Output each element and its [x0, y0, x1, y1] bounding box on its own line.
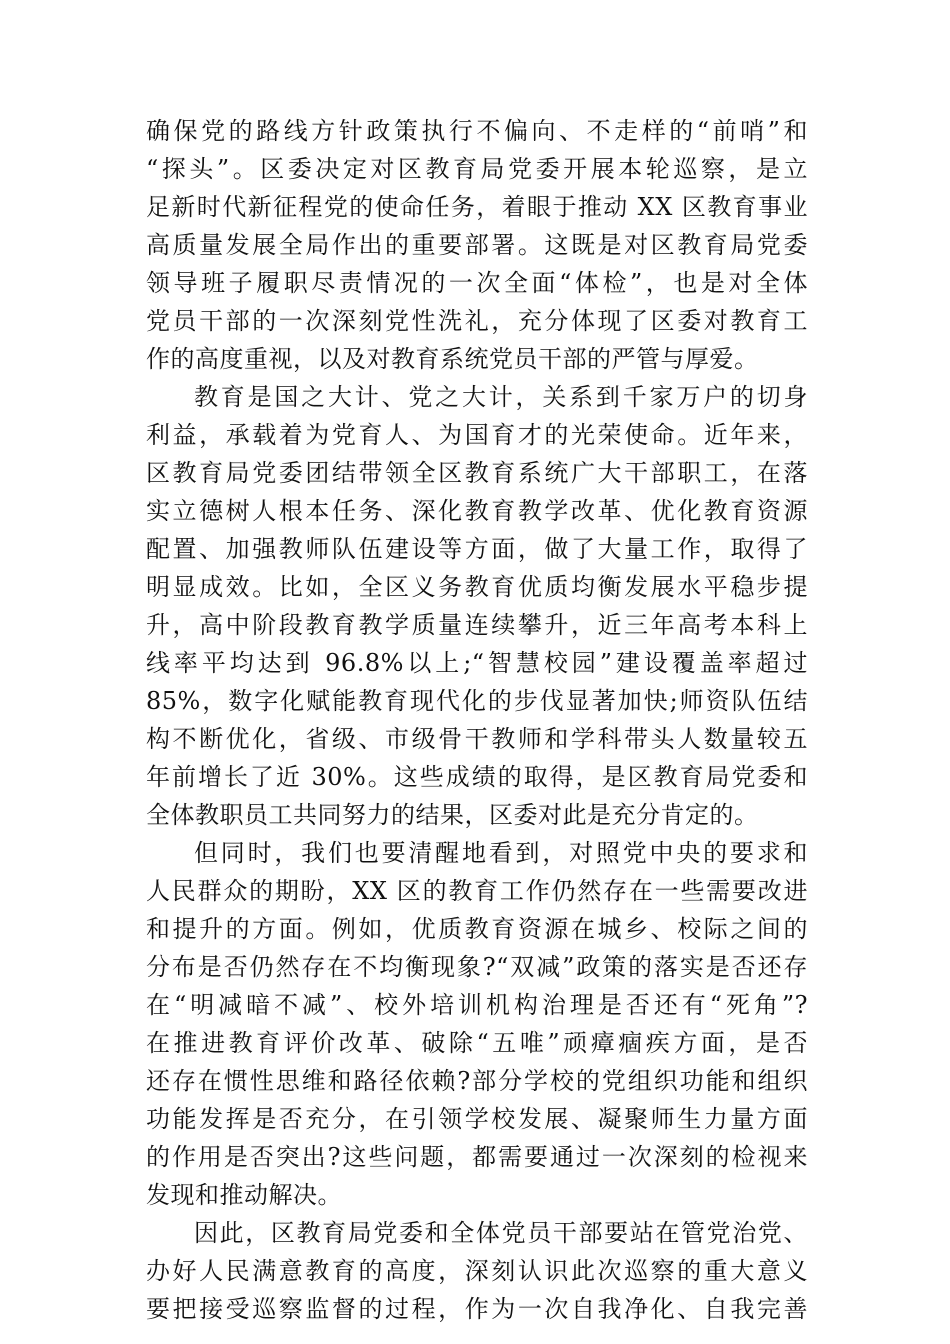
text-line: 升，高中阶段教育教学质量连续攀升，近三年高考本科上 [146, 611, 808, 639]
paragraph-4 [146, 1214, 808, 1328]
text-line: 教育是国之大计、党之大计，关系到千家万户的切身 [194, 383, 808, 411]
text-line: 明显成效。比如，全区义务教育优质均衡发展水平稳步提 [146, 573, 808, 601]
text-line: 功能发挥是否充分，在引领学校发展、凝聚师生力量方面 [146, 1105, 808, 1133]
text-line: 线率平均达到 96.8%以上;“智慧校园”建设覆盖率超过 [146, 649, 808, 677]
text-line: 发现和推动解决。 [146, 1181, 342, 1209]
text-line: 领导班子履职尽责情况的一次全面“体检”，也是对全体 [146, 269, 808, 297]
text-line: 85%，数字化赋能教育现代化的步伐显著加快;师资队伍结 [146, 687, 808, 715]
body-text [146, 112, 808, 1328]
text-line: 构不断优化，省级、市级骨干教师和学科带头人数量较五 [146, 725, 808, 753]
text-line: 利益，承载着为党育人、为国育才的光荣使命。近年来， [146, 421, 808, 449]
text-line: 区教育局党委团结带领全区教育系统广大干部职工，在落 [146, 459, 808, 487]
text-line: 实立德树人根本任务、深化教育教学改革、优化教育资源 [146, 497, 808, 525]
text-line: 配置、加强教师队伍建设等方面，做了大量工作，取得了 [146, 535, 808, 563]
text-line: 在“明减暗不减”、校外培训机构治理是否还有“死角”? [146, 991, 808, 1019]
text-line: 全体教职员工共同努力的结果，区委对此是充分肯定的。 [146, 801, 759, 829]
paragraph-3 [146, 834, 808, 1214]
text-line: 分布是否仍然存在不均衡现象?“双减”政策的落实是否还存 [146, 953, 808, 981]
text-line: 的作用是否突出?这些问题，都需要通过一次深刻的检视来 [146, 1143, 808, 1171]
text-line: 但同时，我们也要清醒地看到，对照党中央的要求和 [194, 839, 808, 867]
text-line: 要把接受巡察监督的过程，作为一次自我净化、自我完善 [146, 1295, 808, 1323]
text-line: 和提升的方面。例如，优质教育资源在城乡、校际之间的 [146, 915, 808, 943]
text-line: 人民群众的期盼，XX 区的教育工作仍然存在一些需要改进 [146, 877, 808, 905]
text-line: 高质量发展全局作出的重要部署。这既是对区教育局党委 [146, 231, 808, 259]
text-line: 足新时代新征程党的使命任务，着眼于推动 XX 区教育事业 [146, 193, 808, 221]
text-line: 作的高度重视，以及对教育系统党员干部的严管与厚爱。 [146, 345, 759, 373]
paragraph-1 [146, 112, 808, 378]
text-line: 还存在惯性思维和路径依赖?部分学校的党组织功能和组织 [146, 1067, 808, 1095]
text-line: 确保党的路线方针政策执行不偏向、不走样的“前哨”和 [146, 117, 808, 145]
text-line: 因此，区教育局党委和全体党员干部要站在管党治党、 [194, 1219, 808, 1247]
text-line: 在推进教育评价改革、破除“五唯”顽瘴痼疾方面，是否 [146, 1029, 808, 1057]
paragraph-2 [146, 378, 808, 834]
text-line: “探头”。区委决定对区教育局党委开展本轮巡察，是立 [146, 155, 808, 183]
text-line: 党员干部的一次深刻党性洗礼，充分体现了区委对教育工 [146, 307, 808, 335]
text-line: 年前增长了近 30%。这些成绩的取得，是区教育局党委和 [146, 763, 808, 791]
text-line: 办好人民满意教育的高度，深刻认识此次巡察的重大意义 [146, 1257, 808, 1285]
